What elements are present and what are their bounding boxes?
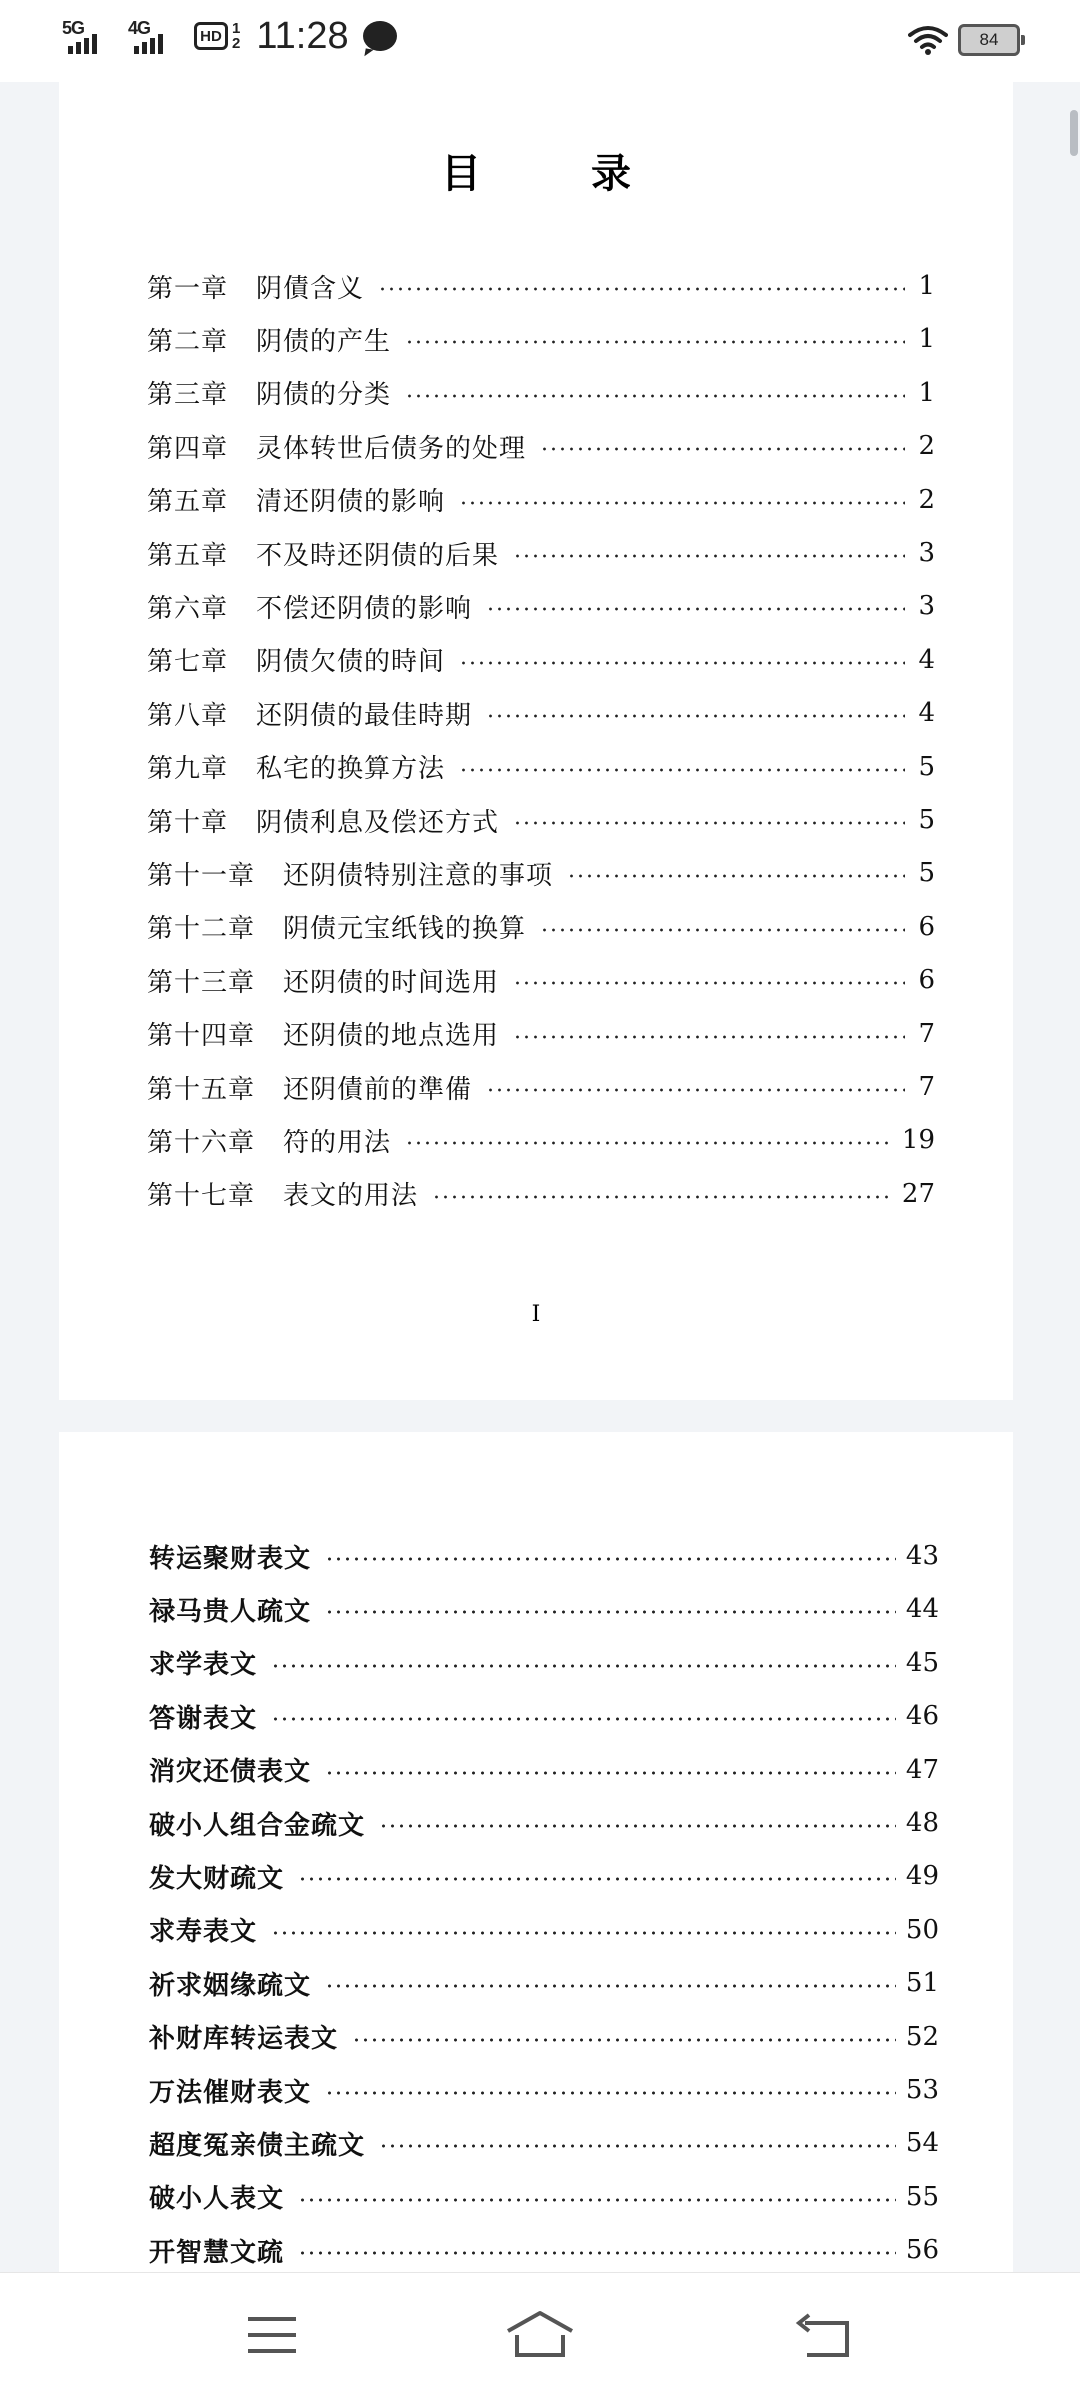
leader-dots bbox=[459, 660, 905, 666]
toc-entry bbox=[147, 586, 935, 626]
toc-entry bbox=[147, 800, 935, 840]
list-entry bbox=[149, 1910, 939, 1950]
signal-4g-icon bbox=[128, 14, 184, 58]
entry-title: 求学表文 bbox=[149, 1650, 258, 1681]
chapter-number: 第十章 bbox=[147, 807, 229, 838]
list-entry bbox=[149, 1643, 939, 1683]
entry-title: 转运聚财表文 bbox=[149, 1543, 312, 1574]
chapter-number: 第五章 bbox=[147, 540, 229, 571]
list-entry bbox=[149, 1589, 939, 1629]
entry-title: 求寿表文 bbox=[149, 1917, 258, 1948]
toc-entry bbox=[147, 266, 935, 306]
status-left bbox=[62, 14, 397, 58]
chapter-page-number: 2 bbox=[918, 484, 935, 515]
chapter-title: 清还阴债的影响 bbox=[256, 487, 446, 518]
chapter-title: 还阴债的最佳時期 bbox=[256, 700, 473, 731]
list-entry bbox=[149, 2070, 939, 2110]
leader-dots bbox=[513, 1034, 905, 1040]
chapter-page-number: 1 bbox=[918, 377, 935, 408]
leader-dots bbox=[298, 2250, 896, 2256]
leader-dots bbox=[271, 1716, 896, 1722]
leader-dots bbox=[298, 1876, 896, 1882]
status-time: 11:28 bbox=[256, 14, 349, 57]
hd-sim-index: 1 2 bbox=[232, 20, 241, 52]
leader-dots bbox=[405, 339, 905, 345]
chapter-page-number: 1 bbox=[918, 324, 935, 355]
leader-dots bbox=[379, 1823, 896, 1829]
chapter-number: 第四章 bbox=[147, 433, 229, 464]
toc-entry bbox=[147, 640, 935, 680]
chapter-number: 第三章 bbox=[147, 380, 229, 411]
chapter-page-number: 4 bbox=[918, 698, 935, 729]
chapter-title: 不及時还阴债的后果 bbox=[256, 540, 500, 571]
leader-dots bbox=[325, 1770, 896, 1776]
entry-title: 消灾还债表文 bbox=[149, 1757, 312, 1788]
leader-dots bbox=[405, 1140, 892, 1146]
document-page-2 bbox=[59, 1432, 1013, 2272]
wifi-icon bbox=[908, 25, 948, 55]
leader-dots bbox=[432, 1194, 892, 1200]
scrollbar-thumb[interactable] bbox=[1070, 110, 1078, 156]
toc-entry bbox=[147, 747, 935, 787]
entry-title: 超度冤亲债主疏文 bbox=[149, 2130, 366, 2161]
toc-title: 目 录 bbox=[441, 150, 679, 197]
menu-icon[interactable] bbox=[245, 2313, 299, 2361]
list-entry bbox=[149, 2177, 939, 2217]
hd-voice-icon: HD bbox=[194, 22, 228, 50]
leader-dots bbox=[513, 980, 905, 986]
list-entry bbox=[149, 1803, 939, 1843]
entry-title: 禄马贵人疏文 bbox=[149, 1596, 312, 1627]
leader-dots bbox=[298, 2197, 896, 2203]
entry-title: 破小人组合金疏文 bbox=[149, 1810, 366, 1841]
chapter-number: 第十七章 bbox=[147, 1181, 256, 1212]
chapter-page-number: 6 bbox=[918, 965, 935, 996]
chapter-number: 第八章 bbox=[147, 700, 229, 731]
chapter-page-number: 3 bbox=[918, 538, 935, 568]
chapter-number: 第十五章 bbox=[147, 1074, 256, 1105]
entry-page-number: 46 bbox=[905, 1701, 939, 1732]
leader-dots bbox=[325, 1556, 896, 1562]
chapter-title: 阴债的产生 bbox=[256, 326, 392, 357]
network-label-5g: 5G bbox=[62, 18, 85, 38]
entry-page-number: 56 bbox=[905, 2235, 939, 2266]
entry-page-number: 52 bbox=[905, 2021, 939, 2052]
chapter-title: 灵体转世后债务的处理 bbox=[256, 433, 527, 464]
chapter-number: 第十四章 bbox=[147, 1021, 256, 1052]
toc-entry bbox=[147, 1014, 935, 1054]
entry-page-number: 55 bbox=[905, 2181, 939, 2212]
leader-dots bbox=[540, 446, 905, 452]
chapter-page-number: 5 bbox=[918, 858, 935, 889]
message-notification-icon bbox=[363, 21, 397, 51]
page-number: I bbox=[531, 1302, 541, 1327]
chapter-title: 还阴债的时间选用 bbox=[283, 967, 500, 998]
chapter-page-number: 27 bbox=[901, 1178, 935, 1209]
entry-page-number: 44 bbox=[905, 1594, 939, 1625]
toc-entry bbox=[147, 1120, 935, 1160]
chapter-title: 私宅的换算方法 bbox=[256, 754, 446, 785]
chapter-number: 第十三章 bbox=[147, 967, 256, 998]
chapter-title: 不偿还阴债的影响 bbox=[256, 593, 473, 624]
toc-entry bbox=[147, 319, 935, 359]
entry-page-number: 47 bbox=[905, 1754, 939, 1785]
document-page-1 bbox=[59, 82, 1013, 1400]
toc-entry bbox=[147, 373, 935, 413]
chapter-page-number: 5 bbox=[918, 751, 935, 782]
status-right bbox=[908, 24, 1020, 56]
chapter-title: 阴债元宝纸钱的换算 bbox=[283, 914, 527, 945]
chapter-page-number: 7 bbox=[918, 1072, 935, 1102]
chapter-title: 阴债的分类 bbox=[256, 380, 392, 411]
chapter-title: 还阴債前的準備 bbox=[283, 1074, 473, 1105]
leader-dots bbox=[486, 1087, 905, 1093]
navigation-bar bbox=[0, 2272, 1080, 2400]
chapter-title: 阴债欠债的時间 bbox=[256, 647, 446, 678]
toc-entry bbox=[147, 960, 935, 1000]
entry-title: 祈求姻缘疏文 bbox=[149, 1970, 312, 2001]
leader-dots bbox=[352, 2037, 896, 2043]
chapter-number: 第五章 bbox=[147, 487, 229, 518]
chapter-page-number: 6 bbox=[918, 911, 935, 942]
entry-page-number: 50 bbox=[905, 1914, 939, 1945]
home-icon[interactable] bbox=[505, 2309, 575, 2363]
entry-title: 答谢表文 bbox=[149, 1703, 258, 1734]
leader-dots bbox=[540, 927, 905, 933]
leader-dots bbox=[486, 606, 905, 612]
list-entry bbox=[149, 2017, 939, 2057]
chapter-number: 第二章 bbox=[147, 326, 229, 357]
toc-entry bbox=[147, 426, 935, 466]
signal-5g-icon bbox=[62, 14, 118, 58]
list-entry bbox=[149, 1696, 939, 1736]
leader-dots bbox=[567, 873, 905, 879]
leader-dots bbox=[325, 2090, 896, 2096]
chapter-page-number: 2 bbox=[918, 431, 935, 462]
chapter-number: 第十一章 bbox=[147, 860, 256, 891]
toc-entry bbox=[147, 693, 935, 733]
leader-dots bbox=[271, 1663, 896, 1669]
list-entry bbox=[149, 1536, 939, 1576]
chapter-page-number: 1 bbox=[918, 271, 935, 301]
entry-page-number: 43 bbox=[905, 1541, 939, 1571]
toc-entry bbox=[147, 533, 935, 573]
entry-page-number: 51 bbox=[905, 1968, 939, 1999]
chapter-page-number: 4 bbox=[918, 644, 935, 675]
leader-dots bbox=[513, 553, 905, 559]
entry-title: 万法催财表文 bbox=[149, 2077, 312, 2108]
leader-dots bbox=[405, 393, 905, 399]
chapter-number: 第十六章 bbox=[147, 1127, 256, 1158]
toc-entry bbox=[147, 1174, 935, 1214]
chapter-title: 还阴债特别注意的事项 bbox=[283, 860, 554, 891]
list-entry bbox=[149, 1856, 939, 1896]
leader-dots bbox=[459, 500, 905, 506]
chapter-number: 第七章 bbox=[147, 647, 229, 678]
list-entry bbox=[149, 2123, 939, 2163]
chapter-number: 第六章 bbox=[147, 593, 229, 624]
entry-page-number: 45 bbox=[905, 1647, 939, 1678]
entry-title: 破小人表文 bbox=[149, 2184, 285, 2215]
toc-entry bbox=[147, 480, 935, 520]
chapter-title: 符的用法 bbox=[283, 1127, 392, 1158]
chapter-number: 第一章 bbox=[147, 273, 229, 304]
chapter-page-number: 3 bbox=[918, 591, 935, 622]
chapter-title: 表文的用法 bbox=[283, 1181, 419, 1212]
leader-dots bbox=[459, 767, 905, 773]
list-entry bbox=[149, 1750, 939, 1790]
chapter-title: 还阴债的地点选用 bbox=[283, 1021, 500, 1052]
list-entry bbox=[149, 2230, 939, 2270]
chapter-title: 阴債含义 bbox=[256, 273, 365, 304]
chapter-number: 第十二章 bbox=[147, 914, 256, 945]
chapter-page-number: 19 bbox=[901, 1125, 935, 1156]
back-icon[interactable] bbox=[795, 2313, 853, 2363]
battery-icon: 84 bbox=[958, 24, 1020, 56]
chapter-title: 阴债利息及偿还方式 bbox=[256, 807, 500, 838]
leader-dots bbox=[513, 820, 905, 826]
list-entry bbox=[149, 1963, 939, 2003]
leader-dots bbox=[379, 2143, 896, 2149]
network-label-4g: 4G bbox=[128, 18, 151, 38]
entry-page-number: 53 bbox=[905, 2075, 939, 2105]
toc-entry bbox=[147, 1067, 935, 1107]
status-bar bbox=[0, 0, 1080, 82]
leader-dots bbox=[271, 1930, 896, 1936]
entry-page-number: 54 bbox=[905, 2128, 939, 2159]
entry-page-number: 49 bbox=[905, 1861, 939, 1892]
entry-title: 开智慧文疏 bbox=[149, 2237, 285, 2268]
entry-page-number: 48 bbox=[905, 1808, 939, 1838]
toc-entry bbox=[147, 907, 935, 947]
leader-dots bbox=[325, 1609, 896, 1615]
chapter-page-number: 7 bbox=[918, 1018, 935, 1049]
chapter-page-number: 5 bbox=[918, 805, 935, 835]
leader-dots bbox=[325, 1983, 896, 1989]
chapter-number: 第九章 bbox=[147, 754, 229, 785]
toc-entry bbox=[147, 853, 935, 893]
entry-title: 补财库转运表文 bbox=[149, 2024, 339, 2055]
leader-dots bbox=[378, 286, 905, 292]
leader-dots bbox=[486, 713, 905, 719]
entry-title: 发大财疏文 bbox=[149, 1863, 285, 1894]
